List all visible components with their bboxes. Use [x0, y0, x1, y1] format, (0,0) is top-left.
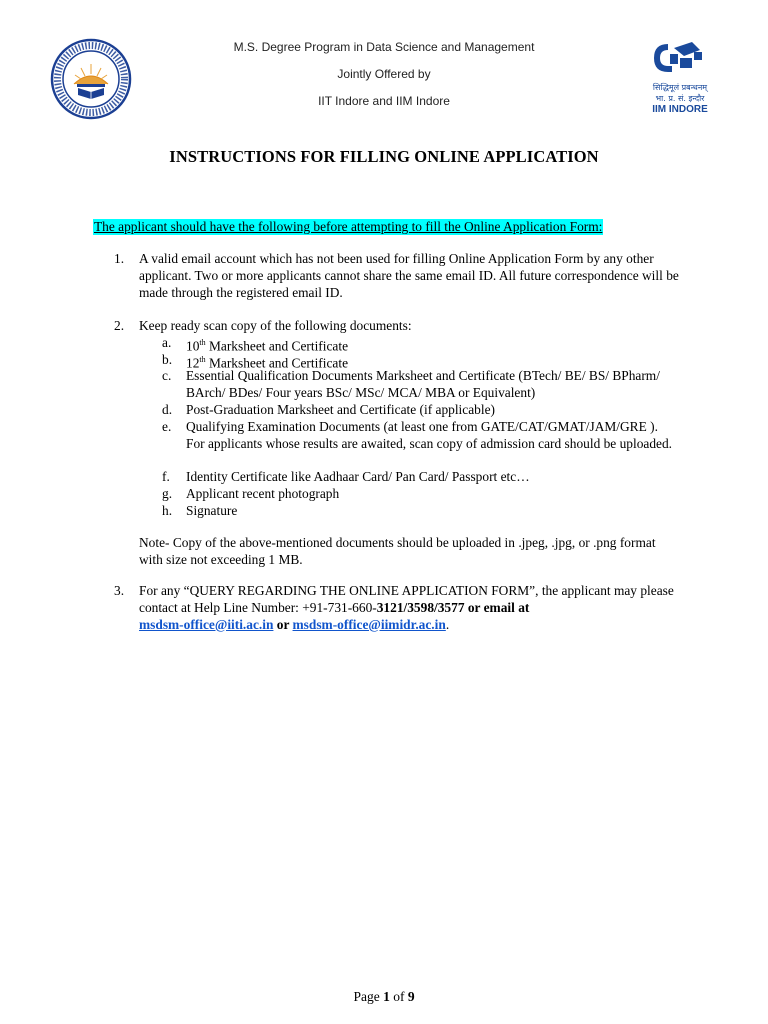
item-text: A valid email account which has not been used for filling Online Application Form by any other applicant. Two or more applicants cannot share the same email ID. All future correspondence will be made through the registered email ID.: [139, 251, 679, 300]
sub-item-b: b. 12th Marksheet and Certificate: [162, 352, 349, 371]
sub-item-e: e. Qualifying Examination Documents (at least one from GATE/CAT/GMAT/JAM/GRE ). For applicants whose results are awaited, scan copy of admission card should be uploaded.: [162, 419, 673, 451]
email-link-iiti[interactable]: msdsm-office@iiti.ac.in: [139, 616, 274, 632]
list-item-1: [114, 251, 684, 301]
sub-item-a: a. 10th Marksheet and Certificate: [162, 335, 349, 354]
header-program-line: M.S. Degree Program in Data Science and Management: [233, 40, 535, 54]
item-text: Keep ready scan copy of the following documents:: [139, 318, 412, 333]
sub-item-c: c. Essential Qualification Documents Marksheet and Certificate (BTech/ BE/ BS/ BPharm/ BArch/ BDes/ Four years BSc/ MSc/ MCA/ MBA or Equivalent): [162, 368, 660, 400]
iit-indore-logo: [50, 38, 132, 120]
header-jointly-line: Jointly Offered by: [337, 67, 431, 81]
item-number: 2.: [114, 318, 125, 333]
intro-highlight: The applicant should have the following before attempting to fill the Online Application Form:: [94, 219, 603, 234]
list-item-3: [114, 583, 684, 633]
iim-indore-emblem-icon: [640, 38, 720, 80]
list-item-2: [114, 318, 684, 518]
page-title: INSTRUCTIONS FOR FILLING ONLINE APPLICATION: [169, 147, 599, 166]
page-number: Page 1 of 9: [353, 989, 415, 1004]
item-number: 3.: [114, 583, 125, 598]
sub-item-d: d. Post-Graduation Marksheet and Certificate (if applicable): [162, 402, 495, 417]
item-number: 1.: [114, 251, 125, 266]
item-text: For any “QUERY REGARDING THE ONLINE APPLICATION FORM”, the applicant may please contact at Help Line Number: +91-731-660-3121/3598/3577 or email at msdsm-office@iiti.ac.in or msdsm-office@iimidr.ac.in.: [139, 583, 674, 632]
sub-item-g: g. Applicant recent photograph: [162, 486, 340, 501]
page-header: [0, 0, 768, 130]
upload-note: Note- Copy of the above-mentioned documents should be uploaded in .jpeg, .jpg, or .png format with size not exceeding 1 MB.: [139, 535, 656, 567]
sub-item-f: f. Identity Certificate like Aadhaar Card/ Pan Card/ Passport etc…: [162, 469, 530, 484]
iim-indore-logo: [640, 38, 720, 118]
header-institutes-line: IIT Indore and IIM Indore: [318, 94, 450, 108]
iim-hindi-name: भा. प्र. सं. इन्दौर: [655, 94, 705, 103]
email-link-iimidr[interactable]: msdsm-office@iimidr.ac.in: [292, 616, 446, 632]
sub-item-h: h. Signature: [162, 503, 238, 518]
iim-hindi-motto: सिद्धिमूलं प्रबन्धनम्: [652, 83, 708, 92]
iim-name: IIM INDORE: [652, 104, 708, 115]
